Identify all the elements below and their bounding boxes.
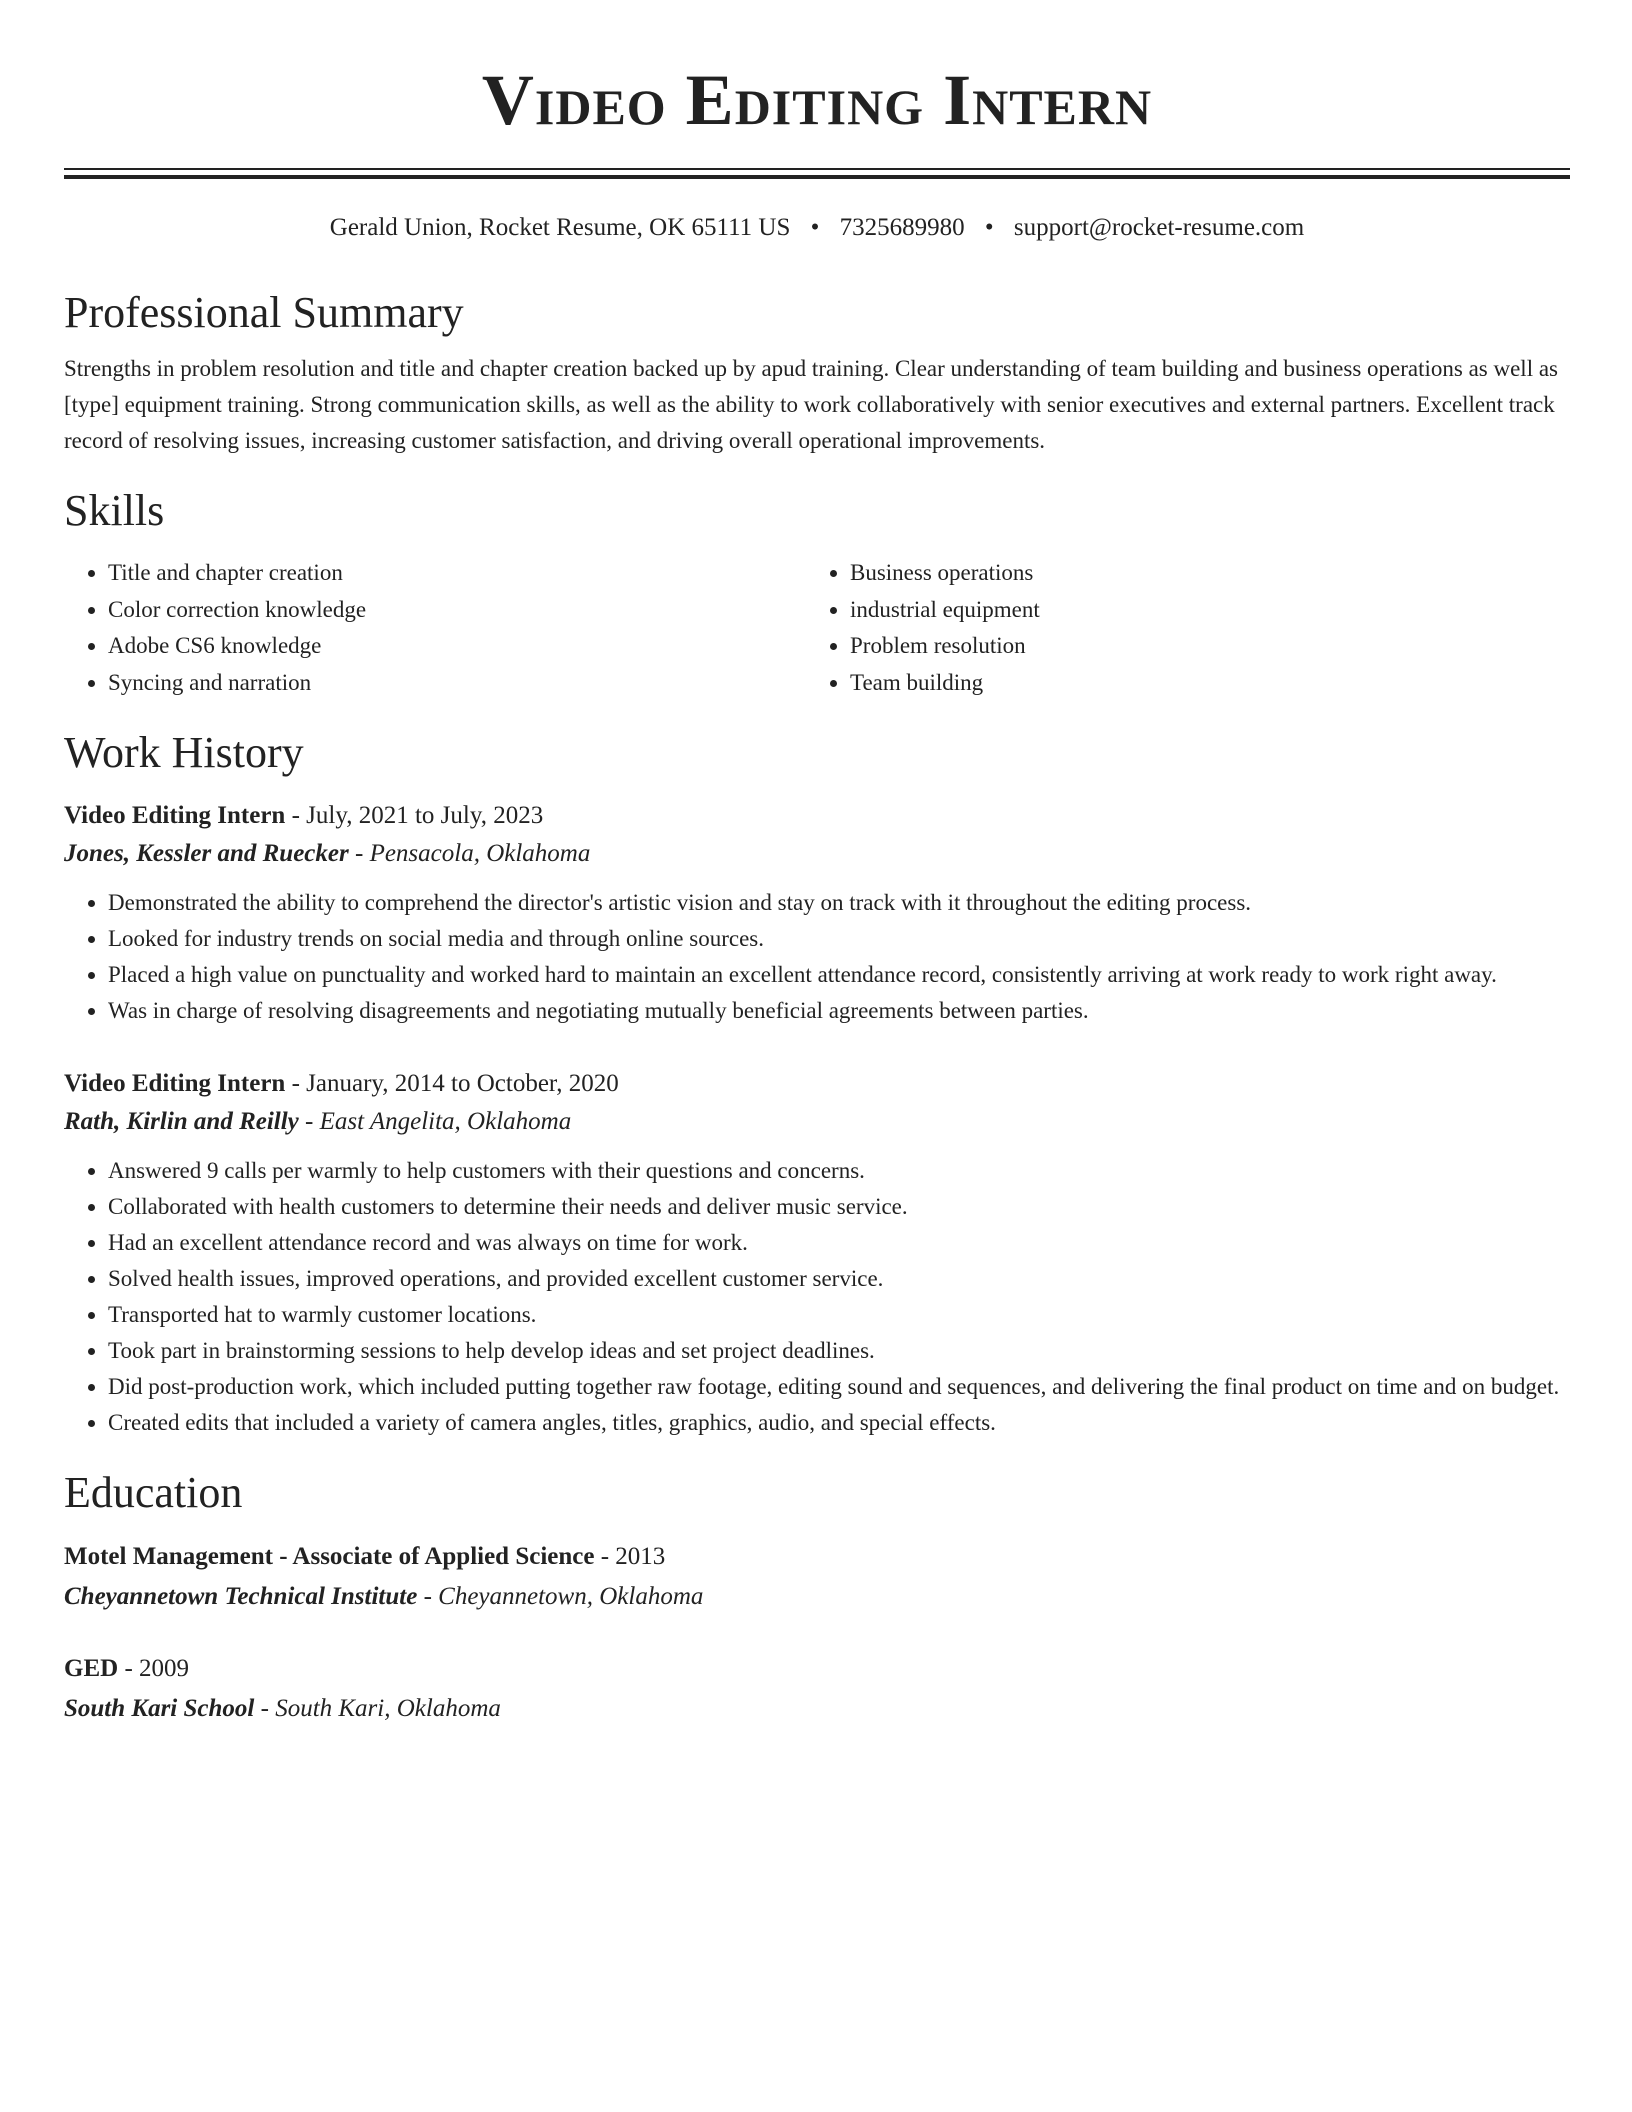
skill-item: • industrial equipment [850,592,1548,629]
skill-item: • Adobe CS6 knowledge [108,628,806,665]
skill-item: • Problem resolution [850,628,1548,665]
skills-columns [64,555,1570,701]
contact-address: Gerald Union, Rocket Resume, OK 65111 US [329,214,791,241]
job-company-line: Rath, Kirlin and Reilly - East Angelita, Oklahoma [64,1108,572,1135]
resume-title: Video Editing Intern [481,60,1153,140]
summary-text: Strengths in problem resolution and title and chapter creation backed up by apud training. Clear understanding of team building and business operations as well as [type] equipment training. Strong communication skills, as well as the ability to work collaboratively with senior executives and external partners. Excellent track record of resolving issues, increasing customer satisfaction, and driving overall operational improvements. [64,356,1558,453]
job-title-line: Video Editing Intern - July, 2021 to July, 2023 [64,802,544,829]
skill-item: • Color correction knowledge [108,592,806,629]
education-school-line: Cheyannetown Technical Institute - Cheyannetown, Oklahoma [64,1583,704,1610]
job-bullet: • Did post-production work, which included putting together raw footage, editing sound and sequences, and delivering the final product on time and on budget. [108,1369,1570,1405]
contact-line [64,211,1570,245]
job-company: Jones, Kessler and Ruecker [64,840,349,867]
education-heading: Education [64,1468,243,1517]
skills-section [64,485,1570,701]
resume-page [64,0,1570,1729]
job-bullet: • Looked for industry trends on social media and through online sources. [108,921,1570,957]
job-bullet: • Collaborated with health customers to determine their needs and deliver music service. [108,1189,1570,1225]
education-entry [64,1649,1570,1729]
job-entry [64,797,1570,1029]
job-role: Video Editing Intern [64,1070,286,1097]
job-dates: July, 2021 to July, 2023 [306,802,544,829]
summary-section [64,287,1570,459]
education-location: South Kari, Oklahoma [275,1695,501,1722]
contact-phone: 7325689980 [839,214,965,241]
job-bullet: • Transported hat to warmly customer locations. [108,1297,1570,1333]
education-year: 2013 [615,1543,666,1570]
job-bullet: • Placed a high value on punctuality and worked hard to maintain an excellent attendance record, consistently arriving at work ready to work right away. [108,957,1570,993]
job-title-line: Video Editing Intern - January, 2014 to October, 2020 [64,1070,619,1097]
education-section [64,1467,1570,1729]
job-company-line: Jones, Kessler and Ruecker - Pensacola, Oklahoma [64,840,591,867]
education-year: 2009 [139,1655,190,1682]
job-location: Pensacola, Oklahoma [369,840,591,867]
job-dates: January, 2014 to October, 2020 [306,1070,619,1097]
contact-separator: • [984,214,994,241]
title-divider-thin [64,168,1570,170]
education-school-line: South Kari School - South Kari, Oklahoma [64,1695,501,1722]
education-degree-line: Motel Management - Associate of Applied Science - 2013 [64,1543,666,1570]
job-company: Rath, Kirlin and Reilly [64,1108,299,1135]
job-bullet: • Demonstrated the ability to comprehend the director's artistic vision and stay on track with it throughout the editing process. [108,885,1570,921]
education-degree: GED [64,1655,119,1682]
education-degree: Motel Management - Associate of Applied Science [64,1543,595,1570]
job-bullets [64,1153,1570,1441]
work-history-section [64,727,1570,1441]
education-entry [64,1537,1570,1617]
job-bullet: • Solved health issues, improved operations, and provided excellent customer service. [108,1261,1570,1297]
job-location: East Angelita, Oklahoma [319,1108,572,1135]
job-role: Video Editing Intern [64,802,286,829]
skills-right-column [806,555,1548,701]
job-entry [64,1065,1570,1441]
skills-left-column [64,555,806,701]
skill-item: • Team building [850,665,1548,702]
job-bullet: • Had an excellent attendance record and was always on time for work. [108,1225,1570,1261]
job-bullets [64,885,1570,1029]
summary-heading: Professional Summary [64,288,464,337]
contact-email: support@rocket-resume.com [1013,214,1305,241]
job-bullet: • Created edits that included a variety of camera angles, titles, graphics, audio, and special effects. [108,1405,1570,1441]
education-school: South Kari School [64,1695,255,1722]
job-bullet: • Was in charge of resolving disagreements and negotiating mutually beneficial agreements between parties. [108,993,1570,1029]
skill-item: • Business operations [850,555,1548,592]
education-school: Cheyannetown Technical Institute [64,1583,418,1610]
job-bullet: • Took part in brainstorming sessions to help develop ideas and set project deadlines. [108,1333,1570,1369]
skills-heading: Skills [64,486,165,535]
education-location: Cheyannetown, Oklahoma [438,1583,704,1610]
job-bullet: • Answered 9 calls per warmly to help customers with their questions and concerns. [108,1153,1570,1189]
work-history-heading: Work History [64,728,304,777]
contact-separator: • [810,214,820,241]
title-divider-thick [64,175,1570,179]
skill-item: • Title and chapter creation [108,555,806,592]
education-degree-line: GED - 2009 [64,1655,190,1682]
skill-item: • Syncing and narration [108,665,806,702]
